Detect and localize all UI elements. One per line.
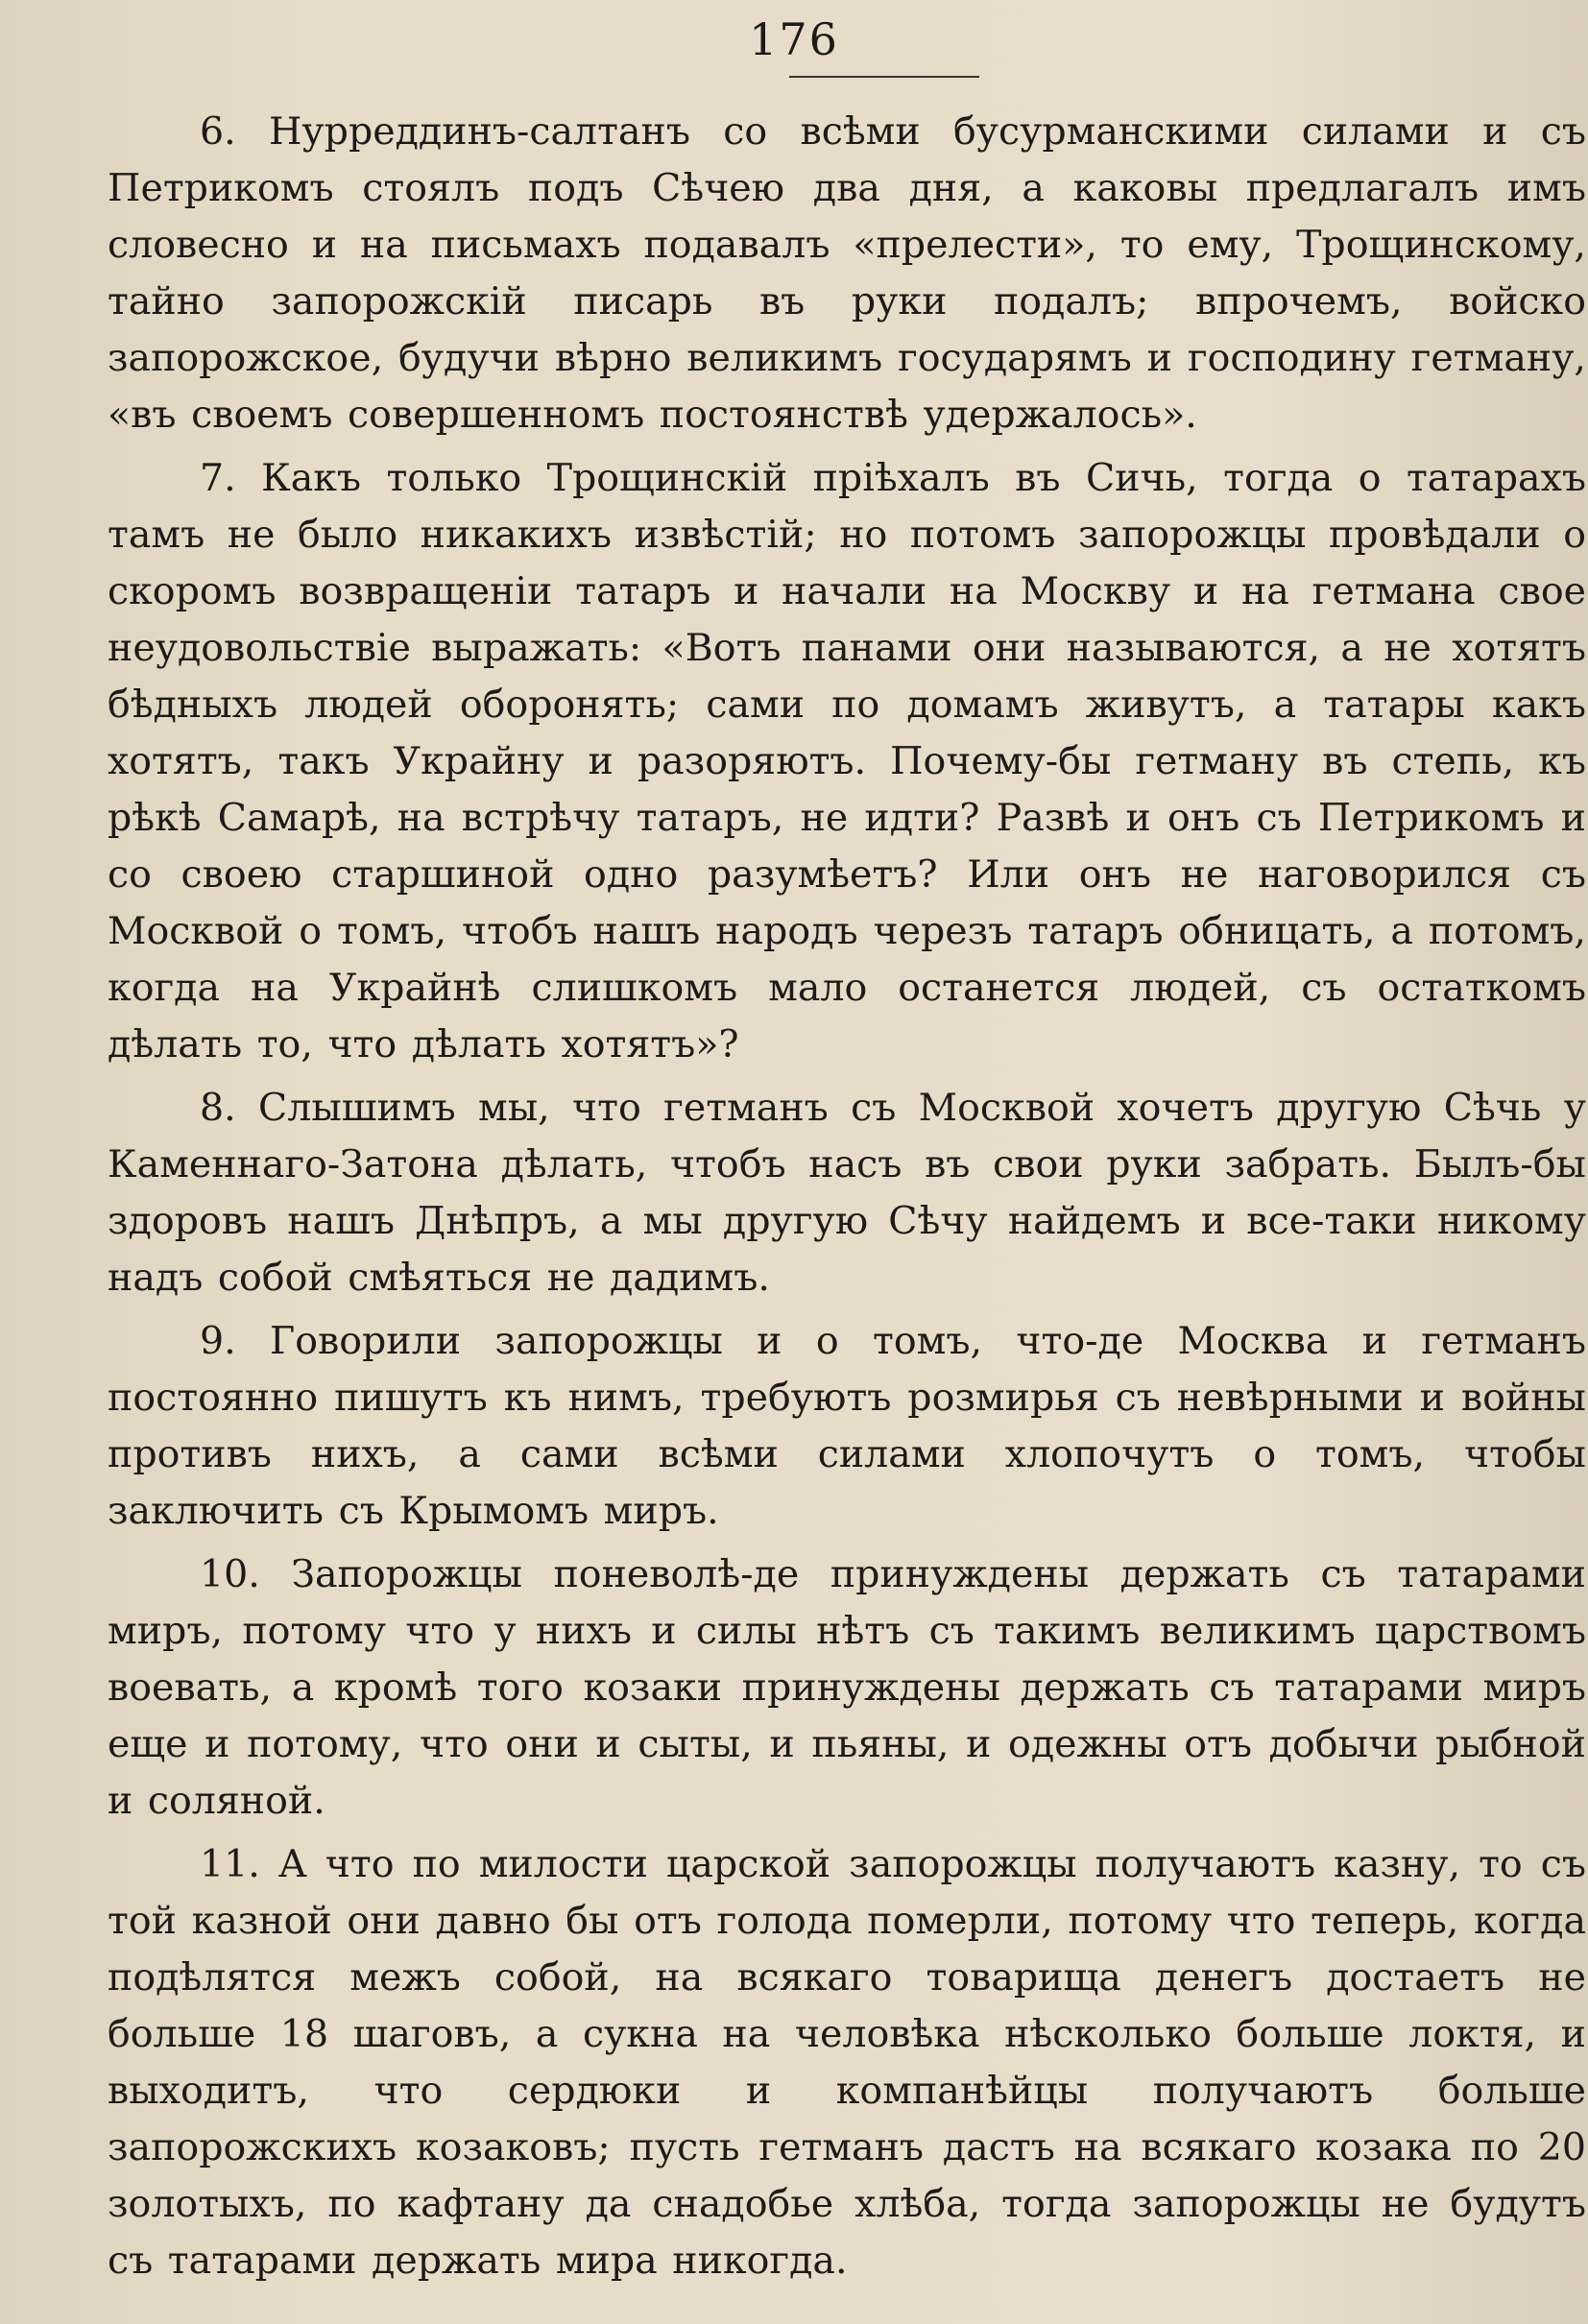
paragraph-7: 7. Какъ только Трощинскій пріѣхалъ въ Сичь, тогда о татарахъ тамъ не было никакихъ извѣстій; но потомъ запорожцы провѣдали о скоромъ возвращеніи татаръ и начали на Москву и на гетмана свое неудовольствіе выражать: «Вотъ панами они называются, а не хотятъ бѣдныхъ людей оборонять; сами по домамъ живутъ, а татары какъ хотятъ, такъ Украйну и разоряютъ. Почему-бы гетману въ степь, къ рѣкѣ Самарѣ, на встрѣчу татаръ, не идти? Развѣ и онъ съ Петрикомъ и со своею старшиной одно разумѣетъ? Или онъ не наговорился съ Москвой о томъ, чтобъ нашъ народъ черезъ татаръ обницать, а потомъ, когда на Украйнѣ слишкомъ мало останется людей, съ остаткомъ дѣлать то, что дѣлать хотятъ»? bbox=[108, 456, 1586, 1066]
paragraph-8: 8. Слышимъ мы, что гетманъ съ Москвой хочетъ другую Сѣчь у Каменнаго-Затона дѣлать, чтобъ насъ въ свои руки забрать. Былъ-бы здоровъ нашъ Днѣпръ, а мы другую Сѣчу найдемъ и все-таки никому надъ собой смѣяться не дадимъ. bbox=[108, 1086, 1586, 1300]
paragraph-6: 6. Нурреддинъ-салтанъ со всѣми бусурманскими силами и съ Петрикомъ стоялъ подъ Сѣчею два дня, а каковы предлагалъ имъ словесно и на письмахъ подавалъ «прелести», то ему, Трощинскому, тайно запорожскій писарь въ руки подалъ; впрочемъ, войско запорожское, будучи вѣрно великимъ государямъ и господину гетману, «въ своемъ совершенномъ постоянствѣ удержалось». bbox=[108, 109, 1586, 437]
body-text bbox=[108, 104, 1586, 2296]
paragraph-10: 10. Запорожцы поневолѣ-де принуждены держать съ татарами миръ, потому что у нихъ и силы нѣтъ съ такимъ великимъ царствомъ воевать, а кромѣ того козаки принуждены держать съ татарами миръ еще и потому, что они и сыты, и пьяны, и одежны отъ добычи рыбной и соляной. bbox=[108, 1552, 1586, 1823]
page-number: 176 bbox=[749, 13, 839, 65]
header-rule bbox=[789, 76, 979, 78]
paragraph-11: 11. А что по милости царской запорожцы получаютъ казну, то съ той казной они давно бы отъ голода померли, потому что теперь, когда подѣлятся межъ собой, на всякаго товарища денегъ достаетъ не больше 18 шаговъ, а сукна на человѣка нѣсколько больше локтя, и выходитъ, что сердюки и компанѣйцы получаютъ больше запорожскихъ козаковъ; пусть гетманъ дастъ на всякаго козака по 20 золотыхъ, по кафтану да снадобье хлѣба, тогда запорожцы не будутъ съ татарами держать мира никогда. bbox=[108, 1842, 1586, 2283]
paragraph-9: 9. Говорили запорожцы и о томъ, что-де Москва и гетманъ постоянно пишутъ къ нимъ, требуютъ розмирья съ невѣрными и войны противъ нихъ, а сами всѣми силами хлопочутъ о томъ, чтобы заключить съ Крымомъ миръ. bbox=[108, 1319, 1586, 1533]
